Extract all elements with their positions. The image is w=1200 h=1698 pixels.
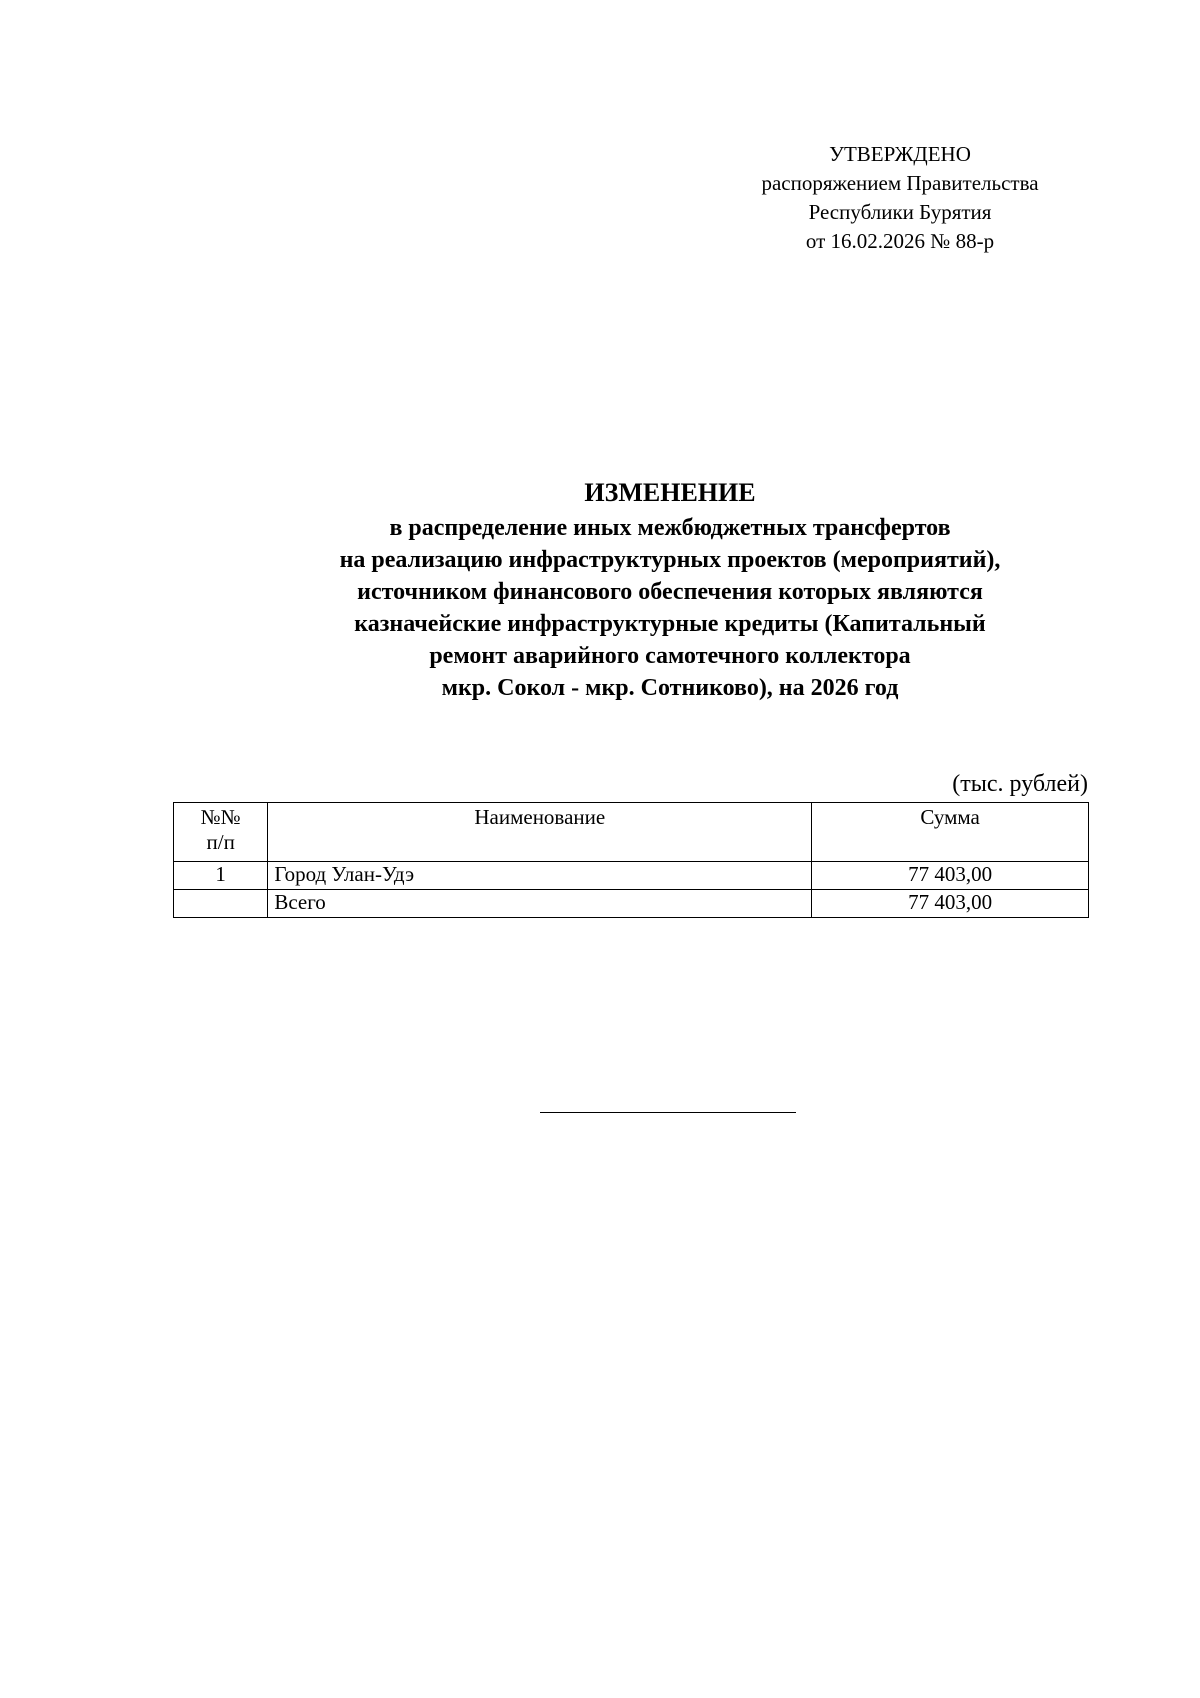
row-sum: 77 403,00 [812,890,1089,918]
row-name: Всего [268,890,812,918]
row-sum: 77 403,00 [812,862,1089,890]
approval-date-number: от 16.02.2026 № 88-р [805,229,995,253]
row-number [174,890,268,918]
approval-region: Республики Бурятия [808,200,992,224]
title-line: источником финансового обеспечения которых являются [357,579,983,605]
closing-divider-line [540,1112,796,1113]
approval-authority: распоряжением Правительства [761,171,1039,195]
title-line: на реализацию инфраструктурных проектов (мероприятий), [339,547,1001,573]
row-number: 1 [174,862,268,890]
header-number-line2: п/п [206,830,235,854]
approval-title: УТВЕРЖДЕНО [829,142,971,166]
units-note: (тыс. рублей) [952,771,1088,797]
title-line: в распределение иных межбюджетных трансфертов [389,515,951,541]
allocation-table [173,802,1089,918]
title-line: мкр. Сокол - мкр. Сотниково), на 2026 год [441,675,899,701]
title-heading: ИЗМЕНЕНИЕ [584,478,756,507]
title-line: ремонт аварийного самотечного коллектора [429,643,911,669]
document-title [210,476,1130,704]
table-row [174,862,1089,890]
header-name: Наименование [268,803,812,862]
title-line: казначейские инфраструктурные кредиты (Капитальный [354,611,986,637]
approval-stamp [700,140,1100,256]
row-name: Город Улан-Удэ [268,862,812,890]
table-header-row [174,803,1089,862]
header-number-line1: №№ [200,805,241,829]
table-row-total [174,890,1089,918]
header-number [174,803,268,862]
header-sum: Сумма [812,803,1089,862]
